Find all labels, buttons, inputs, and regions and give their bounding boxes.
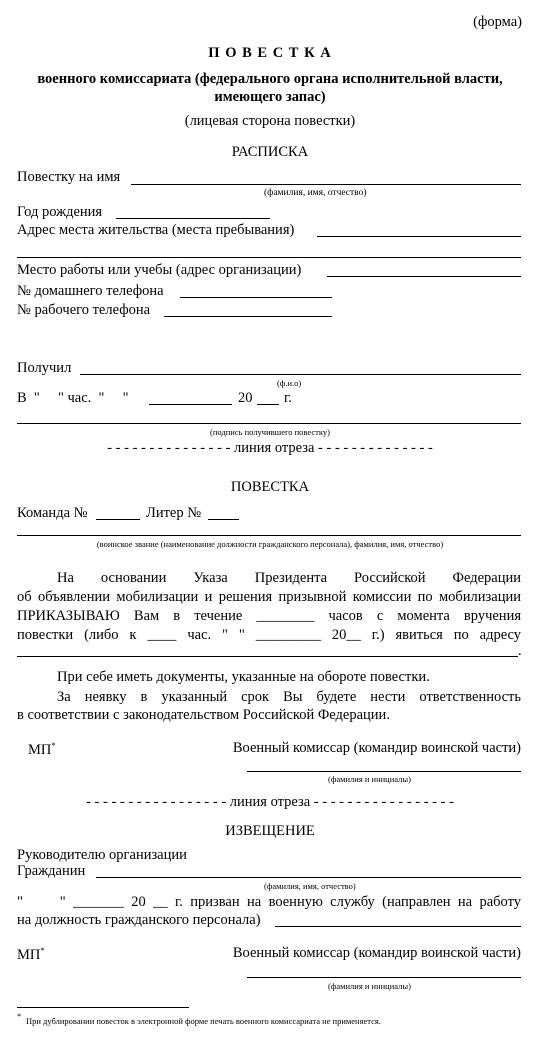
footnote-star: * — [17, 1011, 22, 1021]
footnote-separator — [17, 1007, 189, 1008]
address-field-continued[interactable] — [17, 257, 521, 258]
summons-heading: ПОВЕСТКА — [230, 479, 310, 495]
summons-commissar-title: Военный комиссар (командир воинской части) — [232, 740, 521, 756]
to-name-field[interactable] — [131, 184, 521, 185]
address-field[interactable] — [317, 236, 521, 237]
summons-stamp-place — [28, 740, 56, 759]
work-label: Место работы или учебы (адрес организации) — [17, 262, 302, 278]
page-title: П О В Е С Т К А — [208, 45, 332, 61]
work-phone-field[interactable] — [164, 316, 332, 317]
summons-paragraph-line-1: На основании Указа Президента Российской Федерации — [57, 570, 521, 586]
home-phone-label: № домашнего телефона — [17, 283, 164, 299]
receipt-year-suffix: г. — [284, 390, 292, 406]
notice-mp-star: * — [40, 945, 45, 955]
team-label: Команда № — [17, 505, 88, 521]
form-note: (форма) — [473, 14, 522, 30]
receipt-year-prefix: 20 — [238, 390, 253, 406]
summons-address-field[interactable] — [17, 656, 518, 657]
address-label: Адрес места жительства (места пребывания) — [17, 222, 295, 238]
notice-stamp-place — [17, 945, 45, 964]
notice-commissar-signature-field[interactable] — [247, 977, 521, 978]
summons-documents-note: При себе иметь документы, указанные на обороте повестки. — [57, 669, 430, 685]
signature-hint: (подпись получившего повестку) — [210, 427, 330, 437]
citizen-field[interactable] — [96, 877, 521, 878]
rank-field[interactable] — [17, 535, 521, 536]
summons-mp-star: * — [51, 740, 56, 750]
notice-fio-hint: (фамилия, имя, отчество) — [264, 881, 356, 891]
summons-liability-line-2: в соответствии с законодательством Российской Федерации. — [17, 707, 390, 723]
footnote-text: При дублировании повесток в электронной форме печать военного комиссариата не применяется. — [26, 1016, 381, 1026]
received-label: Получил — [17, 360, 72, 376]
subtitle-line-1: военного комиссариата (федерального органа исполнительной власти, — [37, 71, 503, 87]
birth-year-field[interactable] — [116, 218, 270, 219]
receipt-time: В " " час. " " — [17, 390, 129, 406]
subtitle-line-2: имеющего запас) — [214, 89, 326, 105]
home-phone-field[interactable] — [180, 297, 332, 298]
summons-mp-label: МП — [28, 741, 52, 758]
summons-initials-hint: (фамилия и инициалы) — [328, 774, 411, 784]
summons-liability-line-1: За неявку в указанный срок Вы будете нести ответственность — [57, 689, 521, 705]
fio-short-hint: (ф.и.о) — [277, 378, 302, 388]
notice-commissar-title: Военный комиссар (командир воинской части) — [232, 945, 521, 961]
notice-recipient: Руководителю организации — [17, 847, 187, 863]
notice-line-4: на должность гражданского персонала) — [17, 912, 261, 928]
notice-mp-label: МП — [17, 946, 41, 963]
address-end-dot: . — [518, 643, 522, 659]
work-field[interactable] — [327, 276, 521, 277]
liter-label: Литер № — [146, 505, 202, 521]
notice-heading: ИЗВЕЩЕНИЕ — [225, 823, 315, 839]
summons-paragraph-line-3: ПРИКАЗЫВАЮ Вам в течение ________ часов с момента вручения — [17, 608, 521, 624]
receipt-date-field[interactable] — [149, 404, 232, 405]
team-field[interactable] — [96, 519, 140, 520]
notice-line-3: " " _______ 20 __ г. призван на военную службу (направлен на работу — [17, 894, 521, 910]
cut-line-1: - - - - - - - - - - - - - - - линия отреза - - - - - - - - - - - - - - — [107, 440, 433, 456]
fio-hint: (фамилия, имя, отчество) — [264, 188, 367, 198]
work-phone-label: № рабочего телефона — [17, 302, 151, 318]
notice-position-field[interactable] — [275, 926, 521, 927]
notice-initials-hint: (фамилия и инициалы) — [328, 981, 411, 991]
rank-hint: (воинское звание (наименование должности гражданского персонала), фамилия, имя, отчество) — [96, 539, 444, 549]
signature-field[interactable] — [17, 423, 521, 424]
liter-field[interactable] — [208, 519, 239, 520]
summons-paragraph-line-2: об объявлении мобилизации и решения призывной комиссии по мобилизации — [17, 589, 521, 605]
receipt-year-field[interactable] — [257, 404, 279, 405]
front-side-note: (лицевая сторона повестки) — [184, 113, 356, 129]
summons-commissar-signature-field[interactable] — [247, 771, 521, 772]
receipt-heading: РАСПИСКА — [231, 144, 309, 160]
summons-paragraph-line-4: повестки (либо к ____ час. " " _________ 20__ г.) явиться по адресу — [17, 627, 521, 643]
citizen-label: Гражданин — [17, 863, 86, 879]
birth-year-label: Год рождения — [17, 204, 103, 220]
cut-line-2: - - - - - - - - - - - - - - - - - линия отреза - - - - - - - - - - - - - - - - - — [86, 794, 454, 810]
to-name-label: Повестку на имя — [17, 169, 121, 185]
received-field[interactable] — [80, 374, 521, 375]
